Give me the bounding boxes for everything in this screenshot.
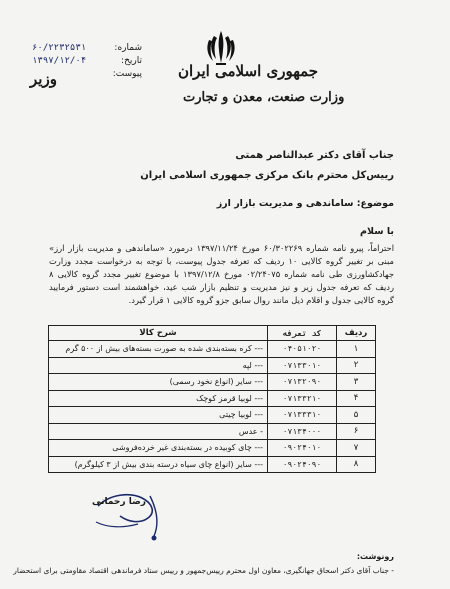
row-index: ۱: [337, 341, 376, 358]
row-tariff-code: ۰۷۱۳۳۲۱۰: [268, 390, 337, 407]
row-tariff-code: ۰۹۰۲۴۰۹۰: [268, 456, 337, 473]
tariff-table: [48, 325, 376, 473]
table-row: [49, 357, 376, 374]
row-index: ۷: [337, 440, 376, 457]
row-index: ۳: [337, 374, 376, 391]
letter-greeting: با سلام: [360, 226, 394, 237]
row-tariff-code: ۰۴۰۵۱۰۲۰: [268, 341, 337, 358]
row-description: --- کره بسته‌بندی شده به صورت بسته‌های بیش از ۵۰۰ گرم: [49, 341, 268, 358]
letter-body: احتراماً، پیرو نامه شماره ۶۰/۳۰۲۲۶۹ مورخ ۱۳۹۷/۱۱/۲۴ درمورد «ساماندهی و مدیریت بازار ارز» مبنی بر تغییر گروه کالایی ۱۰ ردیف که تعرفه جدول پیوست، با توجه به درخواست مجدد وزارت جهادکشاورزی طی نامه شماره ۰۲/۲۴۰۷۵ مورخ ۱۳۹۷/۱۲/۸ با موضوع تغییر مجدد گروه کالایی ۸ ردیف که تعرفه جدول زیر و نیز مدیریت و تنظیم بازار شب عید، خواهشمند است دستور فرمایید گروه کالایی جدول و اقلام ذیل مانند روال سابق جزو گروه کالایی ۱ قرار گیرد.: [49, 243, 395, 305]
table-header-row: [49, 326, 376, 341]
row-index: ۶: [337, 423, 376, 440]
row-tariff-code: ۰۷۱۳۴۰۰۰: [268, 423, 337, 440]
table-row: [49, 440, 376, 457]
ministry-title: وزارت صنعت، معدن و تجارت: [183, 90, 345, 105]
column-header-description: شرح کالا: [49, 326, 268, 341]
cc-label: رونوشت:: [356, 552, 394, 561]
row-description: --- لوبیا قرمز کوچک: [49, 390, 268, 407]
addressee-name: جناب آقای دکتر عبدالناصر همتی: [235, 150, 394, 161]
reference-number: [32, 42, 142, 55]
row-description: --- لوبیا چیتی: [49, 407, 268, 424]
minister-label: وزیر: [30, 70, 57, 88]
row-tariff-code: ۰۷۱۳۳۰۱۰: [268, 357, 337, 374]
cc-recipient: - جناب آقای دکتر اسحاق جهانگیری، معاون اول محترم رییس‌جمهور و رییس ستاد فرماندهی اقتصاد مقاومتی برای استحضار: [13, 566, 394, 575]
row-index: ۸: [337, 456, 376, 473]
row-index: ۴: [337, 390, 376, 407]
reference-number-value: ۶۰/۲۲۳۲۵۳۱: [32, 43, 87, 53]
row-description: --- چای کوبیده در بسته‌بندی غیر خرده‌فروشی: [49, 440, 268, 457]
iran-emblem-icon: [205, 28, 237, 66]
table-row: [49, 456, 376, 473]
reference-attachment: [32, 68, 142, 81]
reference-number-label: شماره:: [114, 43, 142, 53]
column-header-index: ردیف: [337, 326, 376, 341]
row-index: ۵: [337, 407, 376, 424]
row-description: --- لپه: [49, 357, 268, 374]
table-row: [49, 423, 376, 440]
row-description: --- سایر (انواع نخود رسمی): [49, 374, 268, 391]
row-index: ۲: [337, 357, 376, 374]
reference-date-label: تاریخ:: [121, 56, 142, 66]
reference-box: [32, 42, 142, 81]
table-row: [49, 390, 376, 407]
table-row: [49, 374, 376, 391]
row-tariff-code: ۰۷۱۳۲۰۹۰: [268, 374, 337, 391]
table-row: [49, 407, 376, 424]
signatory-name: رضا رحمانی: [92, 497, 146, 507]
row-description: - عدس: [49, 423, 268, 440]
row-tariff-code: ۰۹۰۲۴۰۱۰: [268, 440, 337, 457]
column-header-code: کد تعرفه: [268, 326, 337, 341]
row-tariff-code: ۰۷۱۳۳۳۱۰: [268, 407, 337, 424]
row-description: --- سایر (انواع چای سیاه درسته بندی بیش از ۳ کیلوگرم): [49, 456, 268, 473]
reference-date: [32, 55, 142, 68]
table-row: [49, 341, 376, 358]
country-title: جمهوری اسلامی ایران: [178, 62, 319, 80]
addressee-title: رییس‌کل محترم بانک مرکزی جمهوری اسلامی ایران: [140, 170, 394, 181]
reference-attachment-label: پیوست:: [112, 69, 142, 79]
letter-subject: موضوع: ساماندهی و مدیریت بازار ارز: [216, 198, 394, 209]
reference-date-value: ۱۳۹۷/۱۲/۰۴: [32, 56, 87, 66]
